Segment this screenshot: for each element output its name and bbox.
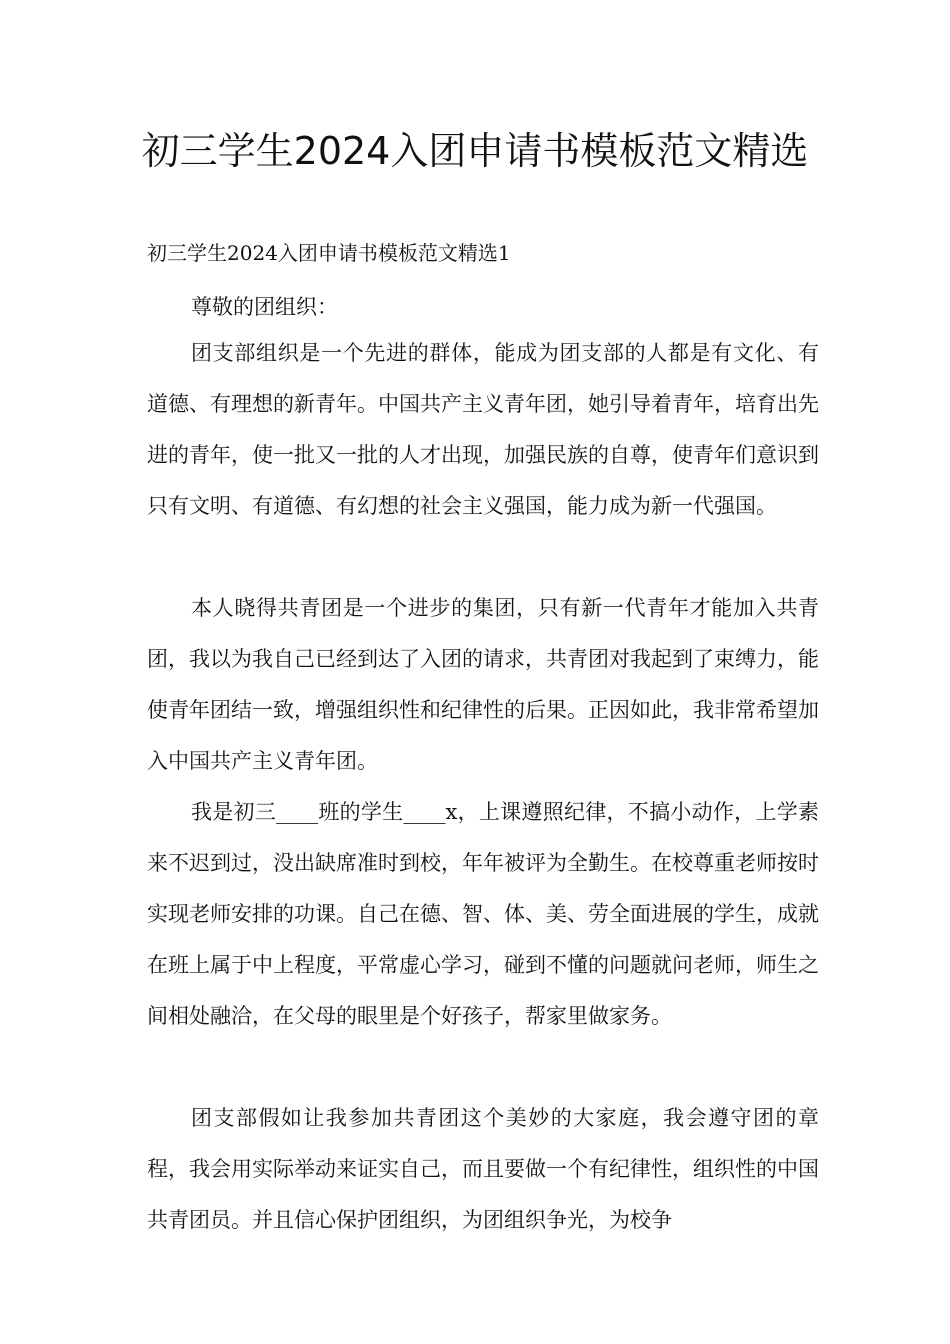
paragraph-3: 我是初三____班的学生____x，上课遵照纪律，不搞小动作，上学素来不迟到过，没出缺席准时到校，年年被评为全勤生。在校尊重老师按时实现老师安排的功课。自己在德、智、体、美、劳全面进展的学生，成就在班上属于中上程度，平常虚心学习，碰到不懂的问题就问老师，师生之间相处融洽，在父母的眼里是个好孩子，帮家里做家务。 — [147, 800, 819, 1028]
paragraph-4: 团支部假如让我参加共青团这个美妙的大家庭，我会遵守团的章程，我会用实际举动来证实自己，而且要做一个有纪律性，组织性的中国共青团员。并且信心保护团组织，为团组织争光，为校争 — [147, 1106, 819, 1232]
paragraph-2: 本人晓得共青团是一个进步的集团，只有新一代青年才能加入共青团，我以为我自己已经到达了入团的请求，共青团对我起到了束缚力，能使青年团结一致，增强组织性和纪律性的后果。正因如此，我非常希望加入中国共产主义青年团。 — [147, 596, 819, 773]
document-title: 初三学生2024入团申请书模板范文精选 — [141, 129, 809, 173]
salutation: 尊敬的团组织： — [191, 295, 338, 319]
section-heading: 初三学生2024入团申请书模板范文精选1 — [147, 241, 511, 265]
paragraph-1: 团支部组织是一个先进的群体，能成为团支部的人都是有文化、有道德、有理想的新青年。中国共产主义青年团，她引导着青年，培育出先进的青年，使一批又一批的人才出现，加强民族的自尊，使青年们意识到只有文明、有道德、有幻想的社会主义强国，能力成为新一代强国。 — [147, 341, 819, 518]
